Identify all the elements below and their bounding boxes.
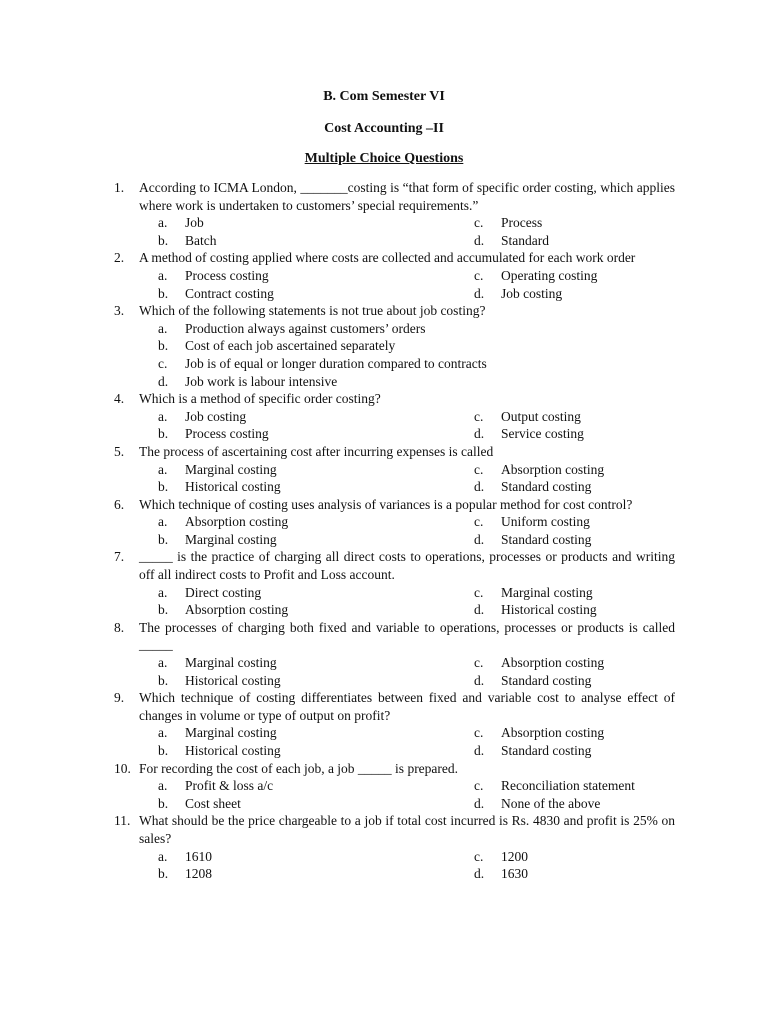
option-letter: d.: [474, 479, 485, 495]
answer-option: [158, 408, 246, 426]
option-letter: b.: [158, 866, 169, 882]
option-text: Operating costing: [501, 267, 598, 283]
option-row: [0, 478, 768, 496]
semester-heading: B. Com Semester VI: [323, 89, 445, 104]
answer-option: [474, 777, 635, 795]
option-row: [0, 267, 768, 285]
option-letter: d.: [474, 743, 485, 758]
question-number: 9.: [114, 690, 125, 706]
option-text: Absorption costing: [501, 461, 605, 477]
option-text: Absorption costing: [501, 655, 605, 671]
option-row: [0, 865, 768, 883]
question-item: [0, 689, 768, 759]
answer-option: [158, 795, 241, 813]
option-text: Historical costing: [185, 479, 281, 495]
answer-option: [158, 478, 281, 496]
option-text: None of the above: [501, 795, 601, 811]
option-letter: a.: [158, 514, 168, 530]
option-letter: a.: [158, 267, 168, 283]
answer-option: [474, 865, 528, 883]
question-number: 11.: [114, 813, 131, 829]
option-row: [0, 425, 768, 443]
option-letter: b.: [158, 672, 169, 688]
answer-option: [474, 267, 597, 285]
question-line: [0, 302, 768, 320]
answer-option: [158, 672, 281, 690]
question-number: 8.: [114, 619, 125, 635]
option-letter: b.: [158, 743, 169, 758]
option-text: Standard costing: [501, 479, 592, 495]
option-text: Job work is labour intensive: [185, 373, 338, 389]
option-text: Job costing: [501, 285, 563, 301]
question-line: [0, 689, 768, 724]
option-letter: b.: [158, 232, 169, 248]
answer-option: [158, 531, 277, 549]
option-row: [0, 584, 768, 602]
answer-option: [474, 478, 591, 496]
option-text: Cost of each job ascertained separately: [185, 338, 396, 354]
option-text: Standard costing: [501, 743, 592, 758]
option-letter: c.: [474, 267, 484, 283]
option-letter: d.: [474, 602, 485, 618]
answer-option: [474, 654, 604, 672]
question-list: [0, 179, 768, 883]
answer-option: [474, 285, 562, 303]
section-heading: Multiple Choice Questions: [304, 151, 464, 166]
option-letter: c.: [474, 461, 484, 477]
question-item: [0, 812, 768, 882]
question-text: Which is a method of specific order costing?: [139, 391, 381, 407]
answer-option: [158, 320, 425, 338]
option-text: Service costing: [501, 426, 584, 442]
option-letter: a.: [158, 584, 168, 600]
answer-option: [158, 461, 277, 479]
option-letter: a.: [158, 655, 168, 671]
question-line: [0, 548, 768, 583]
option-text: Production always against customers’ orders: [185, 320, 426, 336]
question-text: What should be the price chargeable to a job if total cost incurred is Rs. 4830 and profit is 25% on sales?: [139, 813, 675, 846]
option-letter: c.: [474, 408, 484, 424]
option-text: Process: [501, 215, 543, 231]
option-row: [0, 601, 768, 619]
question-line: [0, 619, 768, 654]
option-letter: a.: [158, 778, 168, 794]
option-text: 1610: [185, 848, 212, 864]
answer-option: [158, 848, 212, 866]
answer-option: [474, 214, 542, 232]
option-row: [0, 355, 768, 373]
option-text: Output costing: [501, 408, 581, 424]
option-row: [0, 214, 768, 232]
answer-option: [474, 742, 591, 760]
question-text: The processes of charging both fixed and variable to operations, processes or products is called _____: [139, 619, 675, 653]
option-text: Job is of equal or longer duration compared to contracts: [185, 355, 487, 371]
answer-option: [474, 461, 604, 479]
answer-option: [474, 584, 593, 602]
option-letter: b.: [158, 602, 169, 618]
option-letter: c.: [474, 584, 484, 600]
option-text: Absorption costing: [185, 602, 289, 618]
option-text: Profit & loss a/c: [185, 778, 274, 794]
option-row: [0, 232, 768, 250]
subject-heading: Cost Accounting –II: [324, 121, 444, 136]
option-text: Direct costing: [185, 584, 262, 600]
answer-option: [158, 285, 274, 303]
option-text: Batch: [185, 232, 217, 248]
option-text: Process costing: [185, 426, 269, 442]
answer-option: [158, 513, 288, 531]
option-row: [0, 513, 768, 531]
answer-option: [158, 601, 288, 619]
question-item: [0, 496, 768, 549]
question-item: [0, 179, 768, 249]
option-text: Absorption costing: [185, 514, 289, 530]
option-letter: d.: [474, 795, 485, 811]
option-letter: b.: [158, 795, 169, 811]
option-letter: d.: [474, 531, 485, 547]
option-letter: d.: [158, 373, 169, 389]
question-text: The process of ascertaining cost after incurring expenses is called: [139, 443, 494, 459]
question-text: A method of costing applied where costs are collected and accumulated for each work order: [139, 250, 636, 266]
option-text: Standard: [501, 232, 549, 248]
option-text: 1630: [501, 866, 528, 882]
option-text: Marginal costing: [185, 655, 277, 671]
option-row: [0, 848, 768, 866]
answer-option: [474, 672, 591, 690]
question-line: [0, 496, 768, 514]
option-text: Process costing: [185, 267, 269, 283]
option-text: Historical costing: [185, 672, 281, 688]
option-text: 1200: [501, 848, 528, 864]
option-text: Job costing: [185, 408, 247, 424]
question-text: According to ICMA London, _______costing is “that form of specific order costing, which applies where work is undertaken to customers’ special requirements.”: [139, 180, 675, 213]
option-row: [0, 777, 768, 795]
option-row: [0, 795, 768, 813]
option-letter: b.: [158, 338, 169, 354]
option-text: Uniform costing: [501, 514, 590, 530]
option-text: Absorption costing: [501, 725, 605, 741]
question-item: [0, 619, 768, 689]
option-letter: d.: [474, 866, 485, 882]
question-line: [0, 443, 768, 461]
answer-option: [474, 601, 597, 619]
answer-option: [158, 214, 204, 232]
answer-option: [158, 742, 281, 760]
option-letter: b.: [158, 285, 169, 301]
option-text: Marginal costing: [501, 584, 593, 600]
question-number: 7.: [114, 549, 125, 565]
answer-option: [158, 865, 212, 883]
option-row: [0, 672, 768, 690]
option-text: Marginal costing: [185, 725, 277, 741]
answer-option: [474, 724, 604, 742]
option-letter: c.: [474, 514, 484, 530]
question-item: [0, 760, 768, 813]
option-row: [0, 531, 768, 549]
answer-option: [158, 724, 277, 742]
option-letter: d.: [474, 672, 485, 688]
option-letter: a.: [158, 461, 168, 477]
option-row: [0, 373, 768, 391]
question-line: [0, 760, 768, 778]
option-letter: a.: [158, 215, 168, 231]
option-letter: c.: [474, 848, 484, 864]
question-line: [0, 812, 768, 847]
question-text: Which technique of costing uses analysis of variances is a popular method for cost control?: [139, 496, 633, 512]
question-line: [0, 249, 768, 267]
question-text: For recording the cost of each job, a job _____ is prepared.: [139, 760, 459, 776]
answer-option: [474, 408, 581, 426]
option-letter: b.: [158, 479, 169, 495]
option-text: Reconciliation statement: [501, 778, 635, 794]
question-item: [0, 548, 768, 618]
option-letter: a.: [158, 320, 168, 336]
option-text: Standard costing: [501, 672, 592, 688]
question-number: 1.: [114, 180, 125, 195]
question-number: 3.: [114, 303, 125, 319]
question-text: Which technique of costing differentiates between fixed and variable cost to analyse effect of changes in volume or type of output on profit?: [139, 690, 675, 723]
option-letter: d.: [474, 232, 485, 248]
option-letter: a.: [158, 408, 168, 424]
question-number: 4.: [114, 391, 125, 407]
option-letter: c.: [474, 778, 484, 794]
question-item: [0, 390, 768, 443]
option-letter: c.: [158, 355, 168, 371]
option-row: [0, 654, 768, 672]
option-letter: c.: [474, 655, 484, 671]
option-row: [0, 408, 768, 426]
option-text: Contract costing: [185, 285, 274, 301]
option-letter: c.: [474, 725, 484, 741]
question-number: 2.: [114, 250, 125, 266]
answer-option: [158, 373, 337, 391]
question-number: 6.: [114, 496, 125, 512]
option-row: [0, 461, 768, 479]
answer-option: [158, 777, 273, 795]
question-line: [0, 179, 768, 214]
answer-option: [474, 848, 528, 866]
answer-option: [474, 531, 591, 549]
question-item: [0, 302, 768, 390]
option-letter: c.: [474, 215, 484, 231]
answer-option: [474, 513, 590, 531]
option-letter: d.: [474, 285, 485, 301]
option-text: Job: [185, 215, 204, 231]
option-text: Standard costing: [501, 531, 592, 547]
answer-option: [474, 425, 584, 443]
option-text: Cost sheet: [185, 795, 241, 811]
answer-option: [158, 337, 395, 355]
answer-option: [158, 584, 261, 602]
option-row: [0, 320, 768, 338]
answer-option: [158, 425, 269, 443]
answer-option: [474, 795, 600, 813]
question-number: 10.: [114, 760, 131, 776]
answer-option: [474, 232, 549, 250]
answer-option: [158, 267, 269, 285]
option-letter: a.: [158, 848, 168, 864]
answer-option: [158, 355, 487, 373]
option-letter: b.: [158, 531, 169, 547]
question-item: [0, 443, 768, 496]
question-item: [0, 249, 768, 302]
question-text: _____ is the practice of charging all direct costs to operations, processes or products and writing off all indirect costs to Profit and Loss account.: [139, 549, 675, 583]
option-row: [0, 285, 768, 303]
option-text: Historical costing: [185, 743, 281, 758]
option-letter: b.: [158, 426, 169, 442]
option-text: 1208: [185, 866, 212, 882]
option-letter: d.: [474, 426, 485, 442]
option-row: [0, 742, 768, 760]
option-text: Marginal costing: [185, 531, 277, 547]
option-row: [0, 337, 768, 355]
question-number: 5.: [114, 443, 125, 459]
question-text: Which of the following statements is not true about job costing?: [139, 303, 486, 319]
question-line: [0, 390, 768, 408]
answer-option: [158, 232, 217, 250]
option-text: Marginal costing: [185, 461, 277, 477]
option-text: Historical costing: [501, 602, 597, 618]
option-letter: a.: [158, 725, 168, 741]
option-row: [0, 724, 768, 742]
answer-option: [158, 654, 277, 672]
